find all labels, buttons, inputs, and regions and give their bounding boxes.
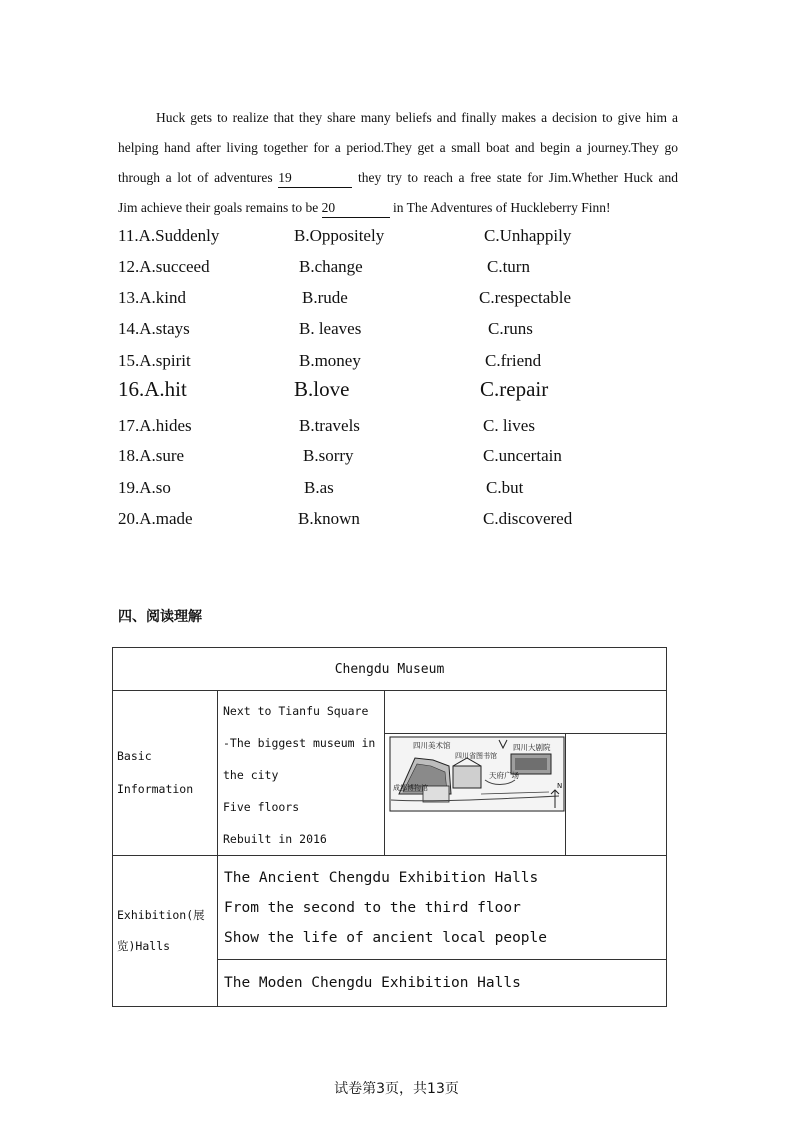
option-row bbox=[118, 257, 678, 288]
passage bbox=[118, 103, 678, 223]
option-a: 16.A.hit bbox=[118, 377, 187, 401]
map-label-square: 天府广场 bbox=[489, 771, 519, 780]
option-a: 17.A.hides bbox=[118, 416, 192, 435]
option-b: B.sorry bbox=[303, 446, 354, 465]
option-b: B.travels bbox=[299, 416, 360, 435]
option-c: C.repair bbox=[480, 377, 549, 401]
passage-line-4 bbox=[118, 193, 678, 223]
ancient-hall-floors: From the second to the third floor bbox=[224, 899, 521, 916]
option-row bbox=[118, 446, 678, 477]
blank-19: 19 bbox=[278, 169, 352, 188]
location-map-image bbox=[389, 736, 565, 812]
option-c: C.but bbox=[486, 478, 524, 497]
option-c: C.turn bbox=[487, 257, 530, 276]
ancient-hall-description: Show the life of ancient local people bbox=[224, 929, 548, 946]
option-a: 14.A.stays bbox=[118, 319, 190, 338]
option-b: B.rude bbox=[302, 288, 348, 307]
table-title: Chengdu Museum bbox=[113, 648, 667, 691]
option-row bbox=[118, 478, 678, 509]
empty-cell bbox=[566, 734, 667, 856]
passage-line-1: Huck gets to realize that they share many beliefs and finally makes a decision to give him a bbox=[156, 110, 678, 125]
option-c: C.Unhappily bbox=[484, 226, 572, 245]
basic-info-details bbox=[218, 691, 385, 856]
basic-info-label bbox=[113, 691, 218, 856]
basic-info-item: Next to Tianfu Square bbox=[223, 704, 369, 718]
option-c: C.uncertain bbox=[483, 446, 562, 465]
exhibition-label bbox=[113, 856, 218, 1007]
basic-info-item: the city bbox=[223, 768, 279, 782]
museum-table bbox=[112, 647, 667, 1007]
option-row bbox=[118, 288, 678, 319]
basic-info-label-line: Basic bbox=[117, 749, 152, 763]
option-b: B.known bbox=[298, 509, 360, 528]
option-row bbox=[118, 509, 678, 540]
passage-text: in The Adventures of Huckleberry Finn! bbox=[392, 200, 611, 215]
map-label-north: N bbox=[557, 782, 563, 790]
blank-20: 20 bbox=[322, 199, 390, 218]
page-footer: 试卷第3页，共13页 bbox=[334, 1081, 459, 1097]
basic-info-item: Five floors bbox=[223, 800, 300, 814]
option-c: C.discovered bbox=[483, 509, 573, 528]
empty-cell bbox=[385, 691, 667, 734]
option-c: C.friend bbox=[485, 351, 542, 370]
exhibition-label-line: Exhibition(展 bbox=[117, 908, 205, 922]
section-title: 四、阅读理解 bbox=[118, 609, 202, 625]
basic-info-item: Rebuilt in 2016 bbox=[223, 832, 327, 846]
map-label-theatre: 四川大剧院 bbox=[513, 743, 551, 752]
option-a: 11.A.Suddenly bbox=[118, 226, 220, 245]
option-a: 18.A.sure bbox=[118, 446, 185, 465]
option-row bbox=[118, 377, 678, 408]
option-a: 12.A.succeed bbox=[118, 257, 210, 276]
option-b: B. leaves bbox=[299, 319, 362, 338]
passage-text: through a lot of adventures bbox=[118, 170, 273, 185]
option-b: B.Oppositely bbox=[294, 226, 385, 245]
passage-line-2: helping hand after living together for a period.They get a small boat and begin a journey.They go bbox=[118, 140, 678, 155]
basic-info-item: -The biggest museum in bbox=[223, 736, 376, 750]
map-label-library: 四川省图书馆 bbox=[455, 752, 497, 760]
option-b: B.love bbox=[294, 377, 350, 401]
exhibition-label-line: 览)Halls bbox=[117, 939, 171, 953]
option-c: C.respectable bbox=[479, 288, 572, 307]
map-label-art-museum: 四川美术馆 bbox=[413, 741, 451, 750]
option-row bbox=[118, 416, 678, 447]
map-label-museum: 成都博物馆 bbox=[393, 784, 428, 792]
option-a: 20.A.made bbox=[118, 509, 193, 528]
option-row bbox=[118, 226, 678, 257]
option-a: 13.A.kind bbox=[118, 288, 186, 307]
option-b: B.change bbox=[299, 257, 363, 276]
ancient-hall-title: The Ancient Chengdu Exhibition Halls bbox=[224, 869, 539, 886]
option-row bbox=[118, 319, 678, 350]
option-a: 15.A.spirit bbox=[118, 351, 191, 370]
option-b: B.money bbox=[299, 351, 361, 370]
basic-info-label-line: Information bbox=[117, 782, 194, 796]
ancient-hall-cell bbox=[218, 856, 667, 960]
option-b: B.as bbox=[304, 478, 334, 497]
passage-line-3 bbox=[118, 163, 678, 193]
option-c: C.runs bbox=[488, 319, 533, 338]
passage-text: they try to reach a free state for Jim.Whether Huck and bbox=[357, 170, 679, 185]
option-a: 19.A.so bbox=[118, 478, 171, 497]
option-c: C. lives bbox=[483, 416, 535, 435]
passage-text: Jim achieve their goals remains to be bbox=[118, 200, 319, 215]
modern-hall-title: The Moden Chengdu Exhibition Halls bbox=[218, 960, 667, 1007]
map-cell bbox=[385, 734, 566, 856]
